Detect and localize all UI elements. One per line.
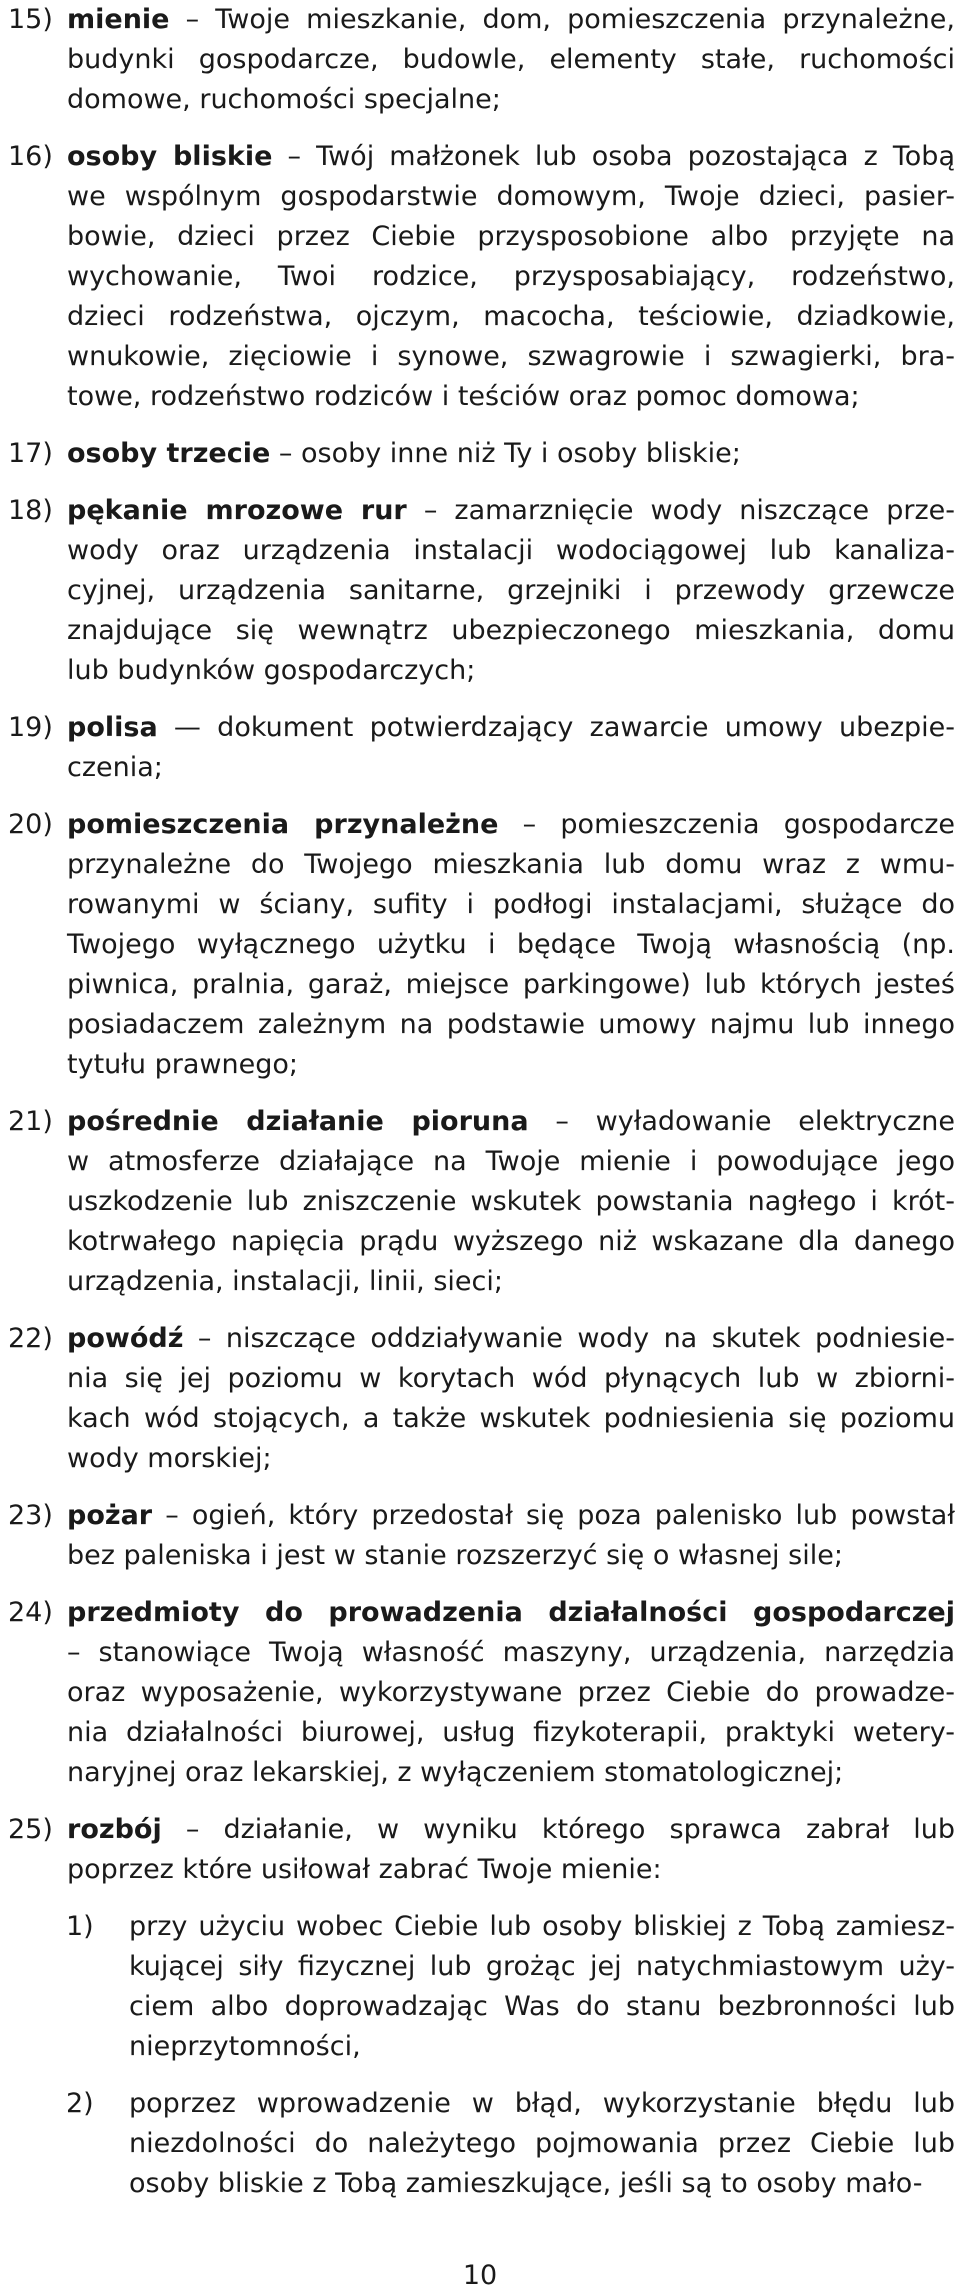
text-line: nia działalności biurowej, usług fizykoterapii, praktyki wetery-: [67, 1717, 955, 1748]
text-line: bez paleniska i jest w stanie rozszerzyć się o własnej sile;: [67, 1540, 843, 1571]
definition-text: [67, 1319, 955, 1479]
definition-start: – ogień, który przedostał się poza palenisko lub powstał: [152, 1500, 955, 1531]
text-line: [67, 434, 955, 474]
text-line: [67, 1102, 955, 1142]
definition-text: [67, 1496, 955, 1576]
text-line: wychowanie, Twoi rodzice, przysposabiający, rodzeństwo,: [67, 261, 955, 292]
text-line: wody morskiej;: [67, 1443, 272, 1474]
text-line: [67, 805, 955, 845]
definition-text: [67, 1102, 955, 1302]
definition-text: [67, 137, 955, 417]
text-line: Twojego wyłącznego użytku i będące Twoją własnością (np.: [67, 929, 955, 960]
item-number: 23): [8, 1500, 53, 1531]
text-line: [67, 1593, 955, 1633]
defined-term: pożar: [67, 1500, 153, 1531]
text-line: [67, 491, 955, 531]
text-line: znajdujące się wewnątrz ubezpieczonego mieszkania, domu: [67, 615, 955, 646]
definition-text: [67, 491, 955, 691]
item-number: 15): [8, 4, 53, 35]
text-line: – stanowiące Twoją własność maszyny, urządzenia, narzędzia: [67, 1637, 955, 1668]
item-number: 17): [8, 438, 53, 469]
defined-term: polisa: [67, 712, 158, 743]
text-line: domowe, ruchomości specjalne;: [67, 84, 501, 115]
definition-item: [0, 1496, 960, 1576]
definition-item: [0, 491, 960, 691]
text-line: [67, 1810, 955, 1850]
definition-item: [0, 805, 960, 1085]
text-line: piwnica, pralnia, garaż, miejsce parkingowe) lub których jesteś: [67, 969, 955, 1000]
defined-term: powódź: [67, 1323, 184, 1354]
item-number: 21): [8, 1106, 53, 1137]
text-line: rowanymi w ściany, sufity i podłogi instalacjami, służące do: [67, 889, 955, 920]
definition-start: – Twój małżonek lub osoba pozostająca z Tobą: [272, 141, 955, 172]
sub-item: [0, 1907, 960, 2067]
definition-start: – niszczące oddziaływanie wody na skutek podniesie-: [183, 1323, 955, 1354]
text-line: [67, 1496, 955, 1536]
definition-text: [67, 1810, 955, 1890]
definition-item: [0, 0, 960, 120]
page-number: 10: [462, 2260, 498, 2291]
defined-term: mienie: [67, 4, 170, 35]
text-line: nia się jej poziomu w korytach wód płynących lub w zbiorni-: [67, 1363, 955, 1394]
text-line: lub budynków gospodarczych;: [67, 655, 476, 686]
text-line: posiadaczem zależnym na podstawie umowy najmu lub innego: [67, 1009, 955, 1040]
text-line: oraz wyposażenie, wykorzystywane przez Ciebie do prowadze-: [67, 1677, 955, 1708]
text-line: naryjnej oraz lekarskiej, z wyłączeniem stomatologicznej;: [67, 1757, 844, 1788]
text-line: tytułu prawnego;: [67, 1049, 298, 1080]
definition-item: [0, 137, 960, 417]
text-line: [67, 708, 955, 748]
definition-text: [67, 805, 955, 1085]
definition-text: [67, 1593, 955, 1793]
item-number: 16): [8, 141, 53, 172]
text-line: cyjnej, urządzenia sanitarne, grzejniki i przewody grzewcze: [67, 575, 955, 606]
definition-start: – Twoje mieszkanie, dom, pomieszczenia przynależne,: [169, 4, 955, 35]
definition-text: [67, 434, 955, 474]
definition-start: – działanie, w wyniku którego sprawca zabrał lub: [161, 1814, 955, 1845]
text-line: towe, rodzeństwo rodziców i teściów oraz pomoc domowa;: [67, 381, 860, 412]
text-line: nieprzytomności,: [129, 2031, 361, 2062]
text-line: bowie, dzieci przez Ciebie przysposobione albo przyjęte na: [67, 221, 955, 252]
item-number: 22): [8, 1323, 53, 1354]
text-line: poprzez które usiłował zabrać Twoje mienie:: [67, 1854, 662, 1885]
defined-term: pomieszczenia przynależne: [67, 809, 499, 840]
definition-item: [0, 1319, 960, 1479]
definition-text: [67, 708, 955, 788]
text-line: dzieci rodzeństwa, ojczym, macocha, teściowie, dziadkowie,: [67, 301, 955, 332]
item-number: 25): [8, 1814, 53, 1845]
sub-item-text: [129, 1907, 955, 2067]
text-line: wody oraz urządzenia instalacji wodociągowej lub kanaliza-: [67, 535, 955, 566]
text-line: uszkodzenie lub zniszczenie wskutek powstania nagłego i krót-: [67, 1186, 955, 1217]
definition-item: [0, 1593, 960, 1793]
text-line: [67, 137, 955, 177]
item-number: 18): [8, 495, 53, 526]
sub-item-number: 1): [66, 1911, 94, 1942]
text-line: osoby bliskie z Tobą zamieszkujące, jeśli są to osoby mało-: [129, 2168, 923, 2199]
definition-start: – osoby inne niż Ty i osoby bliskie;: [270, 438, 741, 469]
text-line: poprzez wprowadzenie w błąd, wykorzystanie błędu lub: [129, 2088, 955, 2119]
definition-start: – wyładowanie elektryczne: [528, 1106, 955, 1137]
item-number: 24): [8, 1597, 53, 1628]
text-line: ciem albo doprowadzając Was do stanu bezbronności lub: [129, 1991, 955, 2022]
defined-term: osoby trzecie: [67, 438, 271, 469]
text-line: przynależne do Twojego mieszkania lub domu wraz z wmu-: [67, 849, 955, 880]
text-line: niezdolności do należytego pojmowania przez Ciebie lub: [129, 2128, 955, 2159]
text-line: w atmosferze działające na Twoje mienie i powodujące jego: [67, 1146, 955, 1177]
definition-start: – zamarznięcie wody niszczące prze-: [406, 495, 955, 526]
definition-item: [0, 434, 960, 474]
sub-item-text: [129, 2084, 955, 2204]
defined-term: osoby bliskie: [67, 141, 273, 172]
text-line: budynki gospodarcze, budowle, elementy stałe, ruchomości: [67, 44, 955, 75]
sub-item-number: 2): [66, 2088, 94, 2119]
definition-item: [0, 1810, 960, 1890]
definition-start: — dokument potwierdzający zawarcie umowy ubezpie-: [157, 712, 955, 743]
defined-term: przedmioty do prowadzenia działalności gospodarczej: [67, 1597, 955, 1628]
defined-term: pękanie mrozowe rur: [67, 495, 407, 526]
definition-start: – pomieszczenia gospodarcze: [498, 809, 955, 840]
text-line: [67, 0, 955, 40]
text-line: kotrwałego napięcia prądu wyższego niż wskazane dla danego: [67, 1226, 955, 1257]
text-line: czenia;: [67, 752, 163, 783]
text-line: kującej siły fizycznej lub grożąc jej natychmiastowym uży-: [129, 1951, 955, 1982]
definition-item: [0, 1102, 960, 1302]
text-line: urządzenia, instalacji, linii, sieci;: [67, 1266, 503, 1297]
text-line: wnukowie, zięciowie i synowe, szwagrowie i szwagierki, bra-: [67, 341, 955, 372]
definition-text: [67, 0, 955, 120]
definition-item: [0, 708, 960, 788]
defined-term: rozbój: [67, 1814, 162, 1845]
text-line: kach wód stojących, a także wskutek podniesienia się poziomu: [67, 1403, 955, 1434]
text-line: we wspólnym gospodarstwie domowym, Twoje dzieci, pasier-: [67, 181, 955, 212]
item-number: 20): [8, 809, 53, 840]
sub-item: [0, 2084, 960, 2204]
text-line: [67, 1319, 955, 1359]
defined-term: pośrednie działanie pioruna: [67, 1106, 529, 1137]
item-number: 19): [8, 712, 53, 743]
text-line: przy użyciu wobec Ciebie lub osoby bliskiej z Tobą zamiesz-: [129, 1911, 955, 1942]
